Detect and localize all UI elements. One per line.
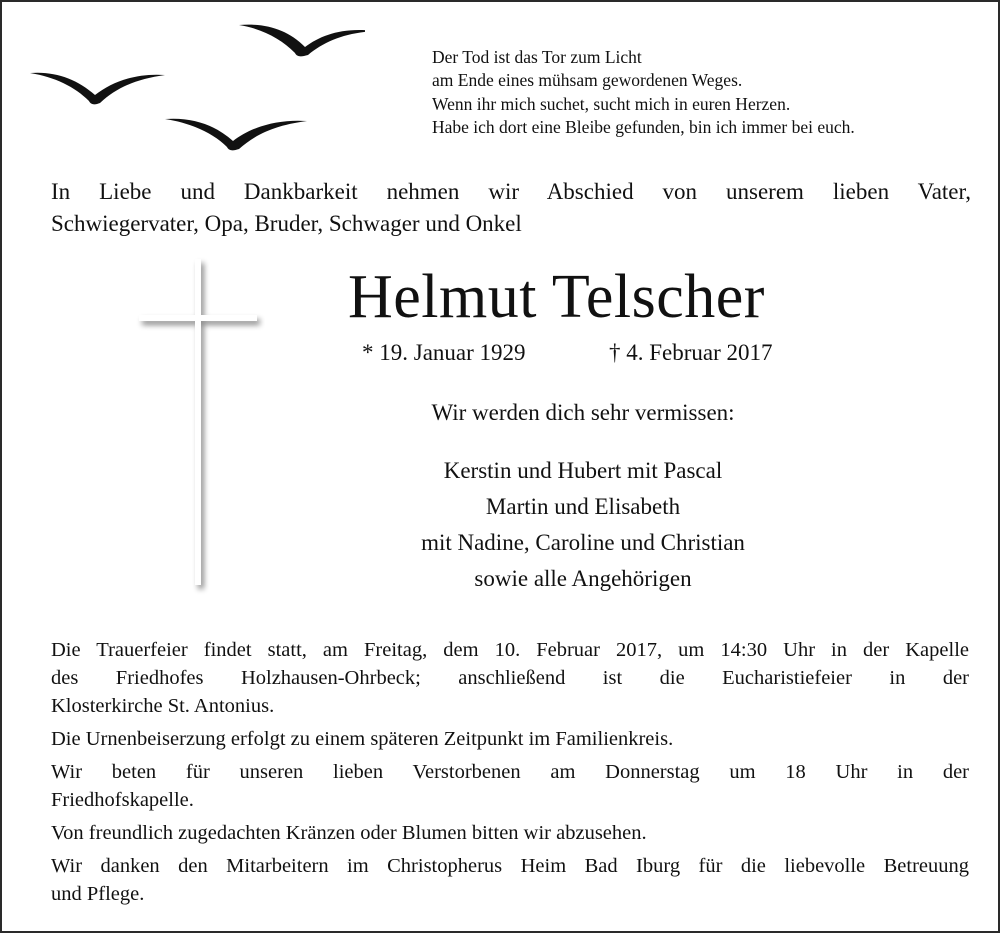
family-member: Kerstin und Hubert mit Pascal xyxy=(443,458,723,483)
ceremony-info xyxy=(51,636,969,913)
info-line: Friedhofskapelle. xyxy=(51,789,194,811)
life-dates xyxy=(362,338,773,368)
poem-line: Wenn ihr mich suchet, sucht mich in euren Herzen. xyxy=(432,93,791,114)
info-line: Klosterkirche St. Antonius. xyxy=(51,695,275,717)
family-member: Martin und Elisabeth xyxy=(485,494,681,519)
info-line: Von freundlich zugedachten Kränzen oder Blumen bitten wir abzusehen. xyxy=(51,822,647,844)
poem xyxy=(432,46,855,140)
birth-date: * 19. Januar 1929 xyxy=(362,340,526,365)
intro-text xyxy=(51,176,971,240)
family-member: mit Nadine, Caroline und Christian xyxy=(421,530,745,555)
farewell-line: Wir werden dich sehr vermissen: xyxy=(431,400,735,425)
family-member: sowie alle Angehörigen xyxy=(474,566,692,591)
info-paragraph xyxy=(51,758,969,814)
cross-icon xyxy=(135,255,265,595)
info-paragraph xyxy=(51,819,969,847)
info-line: Die Urnenbeiserzung erfolgt zu einem späteren Zeitpunkt im Familienkreis. xyxy=(51,728,674,750)
info-paragraph xyxy=(51,852,969,908)
family-list xyxy=(283,453,883,597)
birds-icon xyxy=(25,15,365,160)
poem-line: Habe ich dort eine Bleibe gefunden, bin ich immer bei euch. xyxy=(432,117,855,138)
info-line: Die Trauerfeier findet statt, am Freitag, dem 10. Februar 2017, um 14:30 Uhr in der Kapelle xyxy=(51,639,969,661)
death-date: † 4. Februar 2017 xyxy=(609,340,773,365)
info-line: des Friedhofes Holzhausen-Ohrbeck; anschließend ist die Eucharistiefeier in der xyxy=(51,667,969,689)
bird-icon xyxy=(239,25,365,57)
poem-line: Der Tod ist das Tor zum Licht xyxy=(432,47,642,67)
intro-line: Schwiegervater, Opa, Bruder, Schwager und Onkel xyxy=(51,211,522,236)
info-paragraph xyxy=(51,725,969,753)
bird-icon xyxy=(30,73,165,105)
info-line: Wir danken den Mitarbeitern im Christopherus Heim Bad Iburg für die liebevolle Betreuung xyxy=(51,855,969,877)
info-paragraph xyxy=(51,636,969,720)
intro-line: In Liebe und Dankbarkeit nehmen wir Abschied von unserem lieben Vater, xyxy=(51,179,971,204)
info-line: und Pflege. xyxy=(51,883,145,905)
poem-line: am Ende eines mühsam gewordenen Weges. xyxy=(432,70,743,91)
info-line: Wir beten für unseren lieben Verstorbenen am Donnerstag um 18 Uhr in der xyxy=(51,761,969,783)
bird-icon xyxy=(165,119,307,151)
deceased-name: Helmut Telscher xyxy=(348,263,765,331)
